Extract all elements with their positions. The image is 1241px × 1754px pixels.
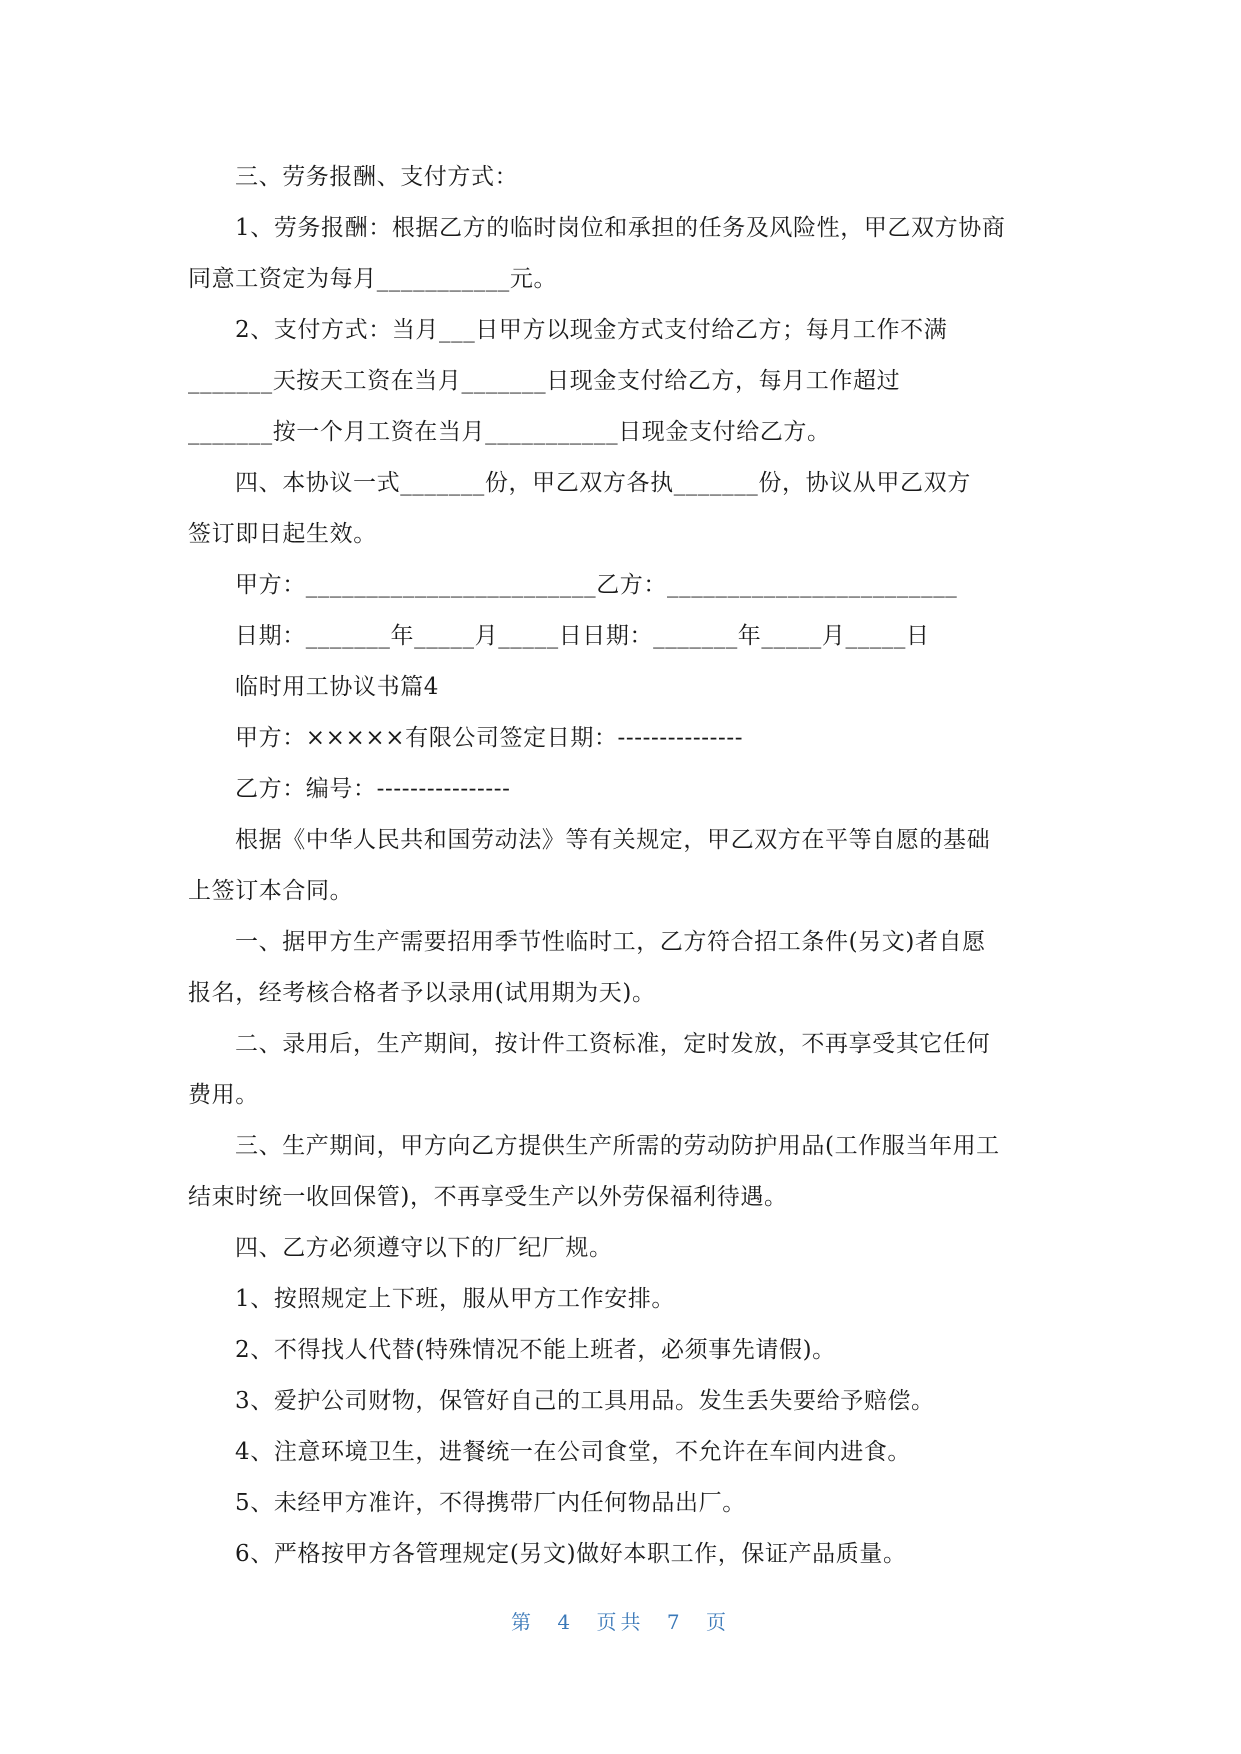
- footer-total-pages: 7: [666, 1610, 684, 1634]
- document-body: [188, 152, 1058, 1580]
- text-line: 甲方：×××××有限公司签定日期：---------------: [235, 725, 744, 751]
- text-line: 费用。: [188, 1082, 259, 1108]
- text-line: 日期：_______年_____月_____日日期：_______年_____月_____日: [235, 623, 930, 649]
- text-line: 三、劳务报酬、支付方式：: [235, 164, 519, 190]
- text-line: 2、不得找人代替(特殊情况不能上班者，必须事先请假)。: [235, 1337, 836, 1363]
- text-line: 报名，经考核合格者予以录用(试用期为天)。: [188, 980, 656, 1006]
- footer-suffix: 页: [705, 1610, 730, 1634]
- text-line: 三、生产期间，甲方向乙方提供生产所需的劳动防护用品(工作服当年用工: [235, 1133, 1000, 1159]
- text-line: 同意工资定为每月___________元。: [188, 266, 558, 292]
- footer-prefix: 第: [511, 1610, 536, 1634]
- text-line: 临时用工协议书篇4: [235, 674, 440, 700]
- text-line: 二、录用后，生产期间，按计件工资标准，定时发放，不再享受其它任何: [235, 1031, 991, 1057]
- text-line: 四、乙方必须遵守以下的厂纪厂规。: [235, 1235, 613, 1261]
- text-line: 根据《中华人民共和国劳动法》等有关规定，甲乙双方在平等自愿的基础: [235, 827, 991, 853]
- text-line: 1、劳务报酬：根据乙方的临时岗位和承担的任务及风险性，甲乙双方协商: [235, 215, 1006, 241]
- text-line: 一、据甲方生产需要招用季节性临时工，乙方符合招工条件(另文)者自愿: [235, 929, 986, 955]
- text-line: 3、爱护公司财物，保管好自己的工具用品。发生丢失要给予赔偿。: [235, 1388, 935, 1414]
- text-line: 签订即日起生效。: [188, 521, 377, 547]
- text-line: 4、注意环境卫生，进餐统一在公司食堂，不允许在车间内进食。: [235, 1439, 912, 1465]
- footer-current-page: 4: [557, 1610, 575, 1634]
- text-line: 乙方：编号：----------------: [235, 776, 511, 802]
- text-line: 上签订本合同。: [188, 878, 354, 904]
- text-line: _______按一个月工资在当月___________日现金支付给乙方。: [188, 419, 831, 445]
- text-line: _______天按天工资在当月_______日现金支付给乙方，每月工作超过: [188, 368, 901, 394]
- footer-middle: 页共: [596, 1610, 645, 1634]
- text-line: 结束时统一收回保管)，不再享受生产以外劳保福利待遇。: [188, 1184, 788, 1210]
- text-line: 四、本协议一式_______份，甲乙双方各执_______份，协议从甲乙双方: [235, 470, 971, 496]
- text-line: 1、按照规定上下班，服从甲方工作安排。: [235, 1286, 676, 1312]
- text-line: 6、严格按甲方各管理规定(另文)做好本职工作，保证产品质量。: [235, 1541, 907, 1567]
- page-footer: [0, 1606, 1241, 1635]
- text-line: 5、未经甲方准许，不得携带厂内任何物品出厂。: [235, 1490, 746, 1516]
- text-line: 甲方：________________________乙方：________________________: [235, 572, 958, 598]
- text-line: 2、支付方式：当月___日甲方以现金方式支付给乙方；每月工作不满: [235, 317, 948, 343]
